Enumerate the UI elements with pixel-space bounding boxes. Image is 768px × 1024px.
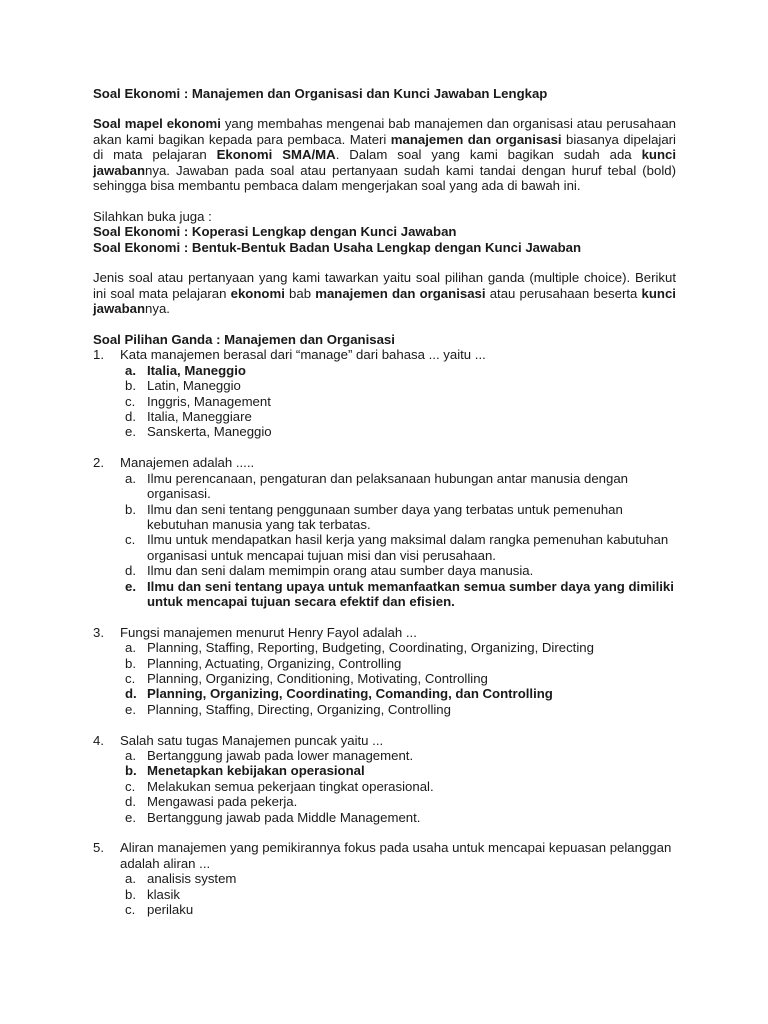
question-text: Fungsi manajemen menurut Henry Fayol adalah ... <box>120 624 417 640</box>
option-letter: a. <box>125 871 136 887</box>
question-number: 2. <box>93 455 104 471</box>
see-also-label: Silahkan buka juga : <box>93 208 212 224</box>
answer-option <box>120 779 676 794</box>
option-letter: b. <box>125 763 137 779</box>
question-number: 3. <box>93 624 104 640</box>
question-text: Kata manajemen berasal dari “manage” dari bahasa ... yaitu ... <box>120 347 486 363</box>
option-text: perilaku <box>147 902 194 918</box>
option-letter: d. <box>125 563 136 579</box>
section-title: Soal Pilihan Ganda : Manajemen dan Organisasi <box>93 332 395 348</box>
answer-option <box>120 471 676 502</box>
document-page <box>93 86 676 917</box>
option-letter: d. <box>125 409 136 425</box>
option-letter: c. <box>125 532 136 548</box>
answer-option <box>120 640 676 655</box>
option-list <box>93 871 676 917</box>
desc-text: atau perusahaan beserta <box>485 285 642 301</box>
option-letter: a. <box>125 470 136 486</box>
option-text: Sanskerta, Maneggio <box>147 424 272 440</box>
intro-text: yang membahas mengenai bab manajemen dan organisasi atau perusahaan akan kami bagikan kepada para pembaca. Materi <box>93 116 676 147</box>
option-letter: b. <box>125 378 136 394</box>
answer-option <box>120 702 676 717</box>
option-letter: e. <box>125 809 136 825</box>
option-list <box>93 748 676 825</box>
answer-option-correct <box>120 686 676 701</box>
intro-text: biasanya dipelajari di mata pelajaran <box>93 131 676 163</box>
option-text: Ilmu dan seni tentang penggunaan sumber daya yang terbatas untuk pemenuhan kebutuhan manusia yang tak terbatas. <box>147 501 623 532</box>
answer-option <box>120 887 676 902</box>
intro-bold: kunci jawaban <box>93 147 677 178</box>
intro-text: nya. Jawaban pada soal atau pertanyaan sudah kami tandai dengan huruf tebal (bold) sehingga bisa membantu pembaca dalam mengerjakan soal yang ada di bawah ini. <box>93 162 676 194</box>
option-text: Ilmu perencanaan, pengaturan dan pelaksanaan hubungan antar manusia dengan organisasi. <box>147 470 628 502</box>
intro-bold: Ekonomi SMA/MA <box>216 147 336 163</box>
option-text: Planning, Organizing, Coordinating, Comanding, dan Controlling <box>147 686 553 702</box>
option-text: Italia, Maneggiare <box>147 409 252 425</box>
answer-option-correct <box>120 579 676 610</box>
intro-bold: manajemen dan organisasi <box>390 131 562 147</box>
option-letter: d. <box>125 686 137 702</box>
question-item <box>93 455 676 470</box>
option-letter: a. <box>125 747 136 763</box>
see-also-link[interactable]: Soal Ekonomi : Bentuk-Bentuk Badan Usaha Lengkap dengan Kunci Jawaban <box>93 239 582 255</box>
answer-option <box>120 794 676 809</box>
question-item <box>93 347 676 362</box>
option-text: Melakukan semua pekerjaan tingkat operasional. <box>147 778 434 794</box>
answer-option <box>120 502 676 533</box>
answer-option <box>120 424 676 439</box>
option-text: Planning, Organizing, Conditioning, Motivating, Controlling <box>147 670 488 686</box>
answer-option <box>120 378 676 393</box>
option-text: Ilmu dan seni dalam memimpin orang atau sumber daya manusia. <box>147 563 534 579</box>
desc-text: nya. <box>145 301 170 317</box>
option-letter: c. <box>125 670 136 686</box>
option-list <box>93 471 676 610</box>
desc-bold: manajemen dan organisasi <box>315 285 486 301</box>
option-letter: b. <box>125 655 136 671</box>
answer-option <box>120 871 676 886</box>
desc-text: bab <box>284 285 316 301</box>
option-letter: c. <box>125 902 136 918</box>
option-text: Planning, Staffing, Reporting, Budgeting, Coordinating, Organizing, Directing <box>147 640 594 656</box>
question-text: Manajemen adalah ..... <box>120 455 255 471</box>
answer-option <box>120 810 676 825</box>
option-text: klasik <box>147 886 180 902</box>
option-text: Planning, Staffing, Directing, Organizing, Controlling <box>147 701 451 717</box>
option-letter: b. <box>125 501 136 517</box>
option-text: analisis system <box>147 871 237 887</box>
question-number: 1. <box>93 347 104 363</box>
option-list <box>93 640 676 717</box>
answer-option-correct <box>120 363 676 378</box>
desc-text: Jenis soal atau pertanyaan yang kami tawarkan yaitu soal pilihan ganda (multiple choice). Berikut ini soal mata pelajaran <box>93 270 676 301</box>
option-letter: d. <box>125 794 136 810</box>
answer-option <box>120 532 676 563</box>
answer-option <box>120 656 676 671</box>
question-item <box>93 733 676 748</box>
question-text: Aliran manajemen yang pemikirannya fokus pada usaha untuk mencapai kepuasan pelanggan adalah aliran ... <box>120 840 672 871</box>
answer-option-correct <box>120 763 676 778</box>
option-text: Italia, Maneggio <box>147 362 246 378</box>
option-text: Ilmu untuk mendapatkan hasil kerja yang maksimal dalam rangka pemenuhan kabutuhan organisasi untuk mencapai tujuan misi dan visi perusahaan. <box>147 532 669 563</box>
question-item <box>93 840 676 871</box>
answer-option <box>120 563 676 578</box>
question-number: 4. <box>93 732 104 748</box>
option-text: Inggris, Management <box>147 393 271 409</box>
option-letter: c. <box>125 778 136 794</box>
intro-paragraph <box>93 116 676 193</box>
option-letter: e. <box>125 701 136 717</box>
option-text: Menetapkan kebijakan operasional <box>147 763 365 779</box>
question-number: 5. <box>93 840 104 856</box>
option-letter: a. <box>125 362 136 378</box>
option-text: Bertanggung jawab pada Middle Management. <box>147 809 421 825</box>
answer-option <box>120 902 676 917</box>
answer-option <box>120 394 676 409</box>
option-letter: b. <box>125 886 136 902</box>
question-list <box>93 347 676 917</box>
question-item <box>93 625 676 640</box>
option-letter: e. <box>125 424 136 440</box>
option-letter: e. <box>125 578 136 594</box>
desc-bold: ekonomi <box>230 285 285 301</box>
intro-text: . Dalam soal yang kami bagikan sudah ada <box>335 147 642 163</box>
document-title: Soal Ekonomi : Manajemen dan Organisasi dan Kunci Jawaban Lengkap <box>93 86 548 101</box>
option-text: Ilmu dan seni tentang upaya untuk memanfaatkan semua sumber daya yang dimiliki untuk mencapai tujuan secara efektif dan efisien. <box>147 578 674 609</box>
intro-bold: Soal mapel ekonomi <box>93 116 221 132</box>
see-also-link[interactable]: Soal Ekonomi : Koperasi Lengkap dengan Kunci Jawaban <box>93 224 457 240</box>
desc-bold: kunci jawaban <box>93 285 676 317</box>
option-letter: a. <box>125 640 136 656</box>
option-list <box>93 363 676 440</box>
description-paragraph <box>93 270 676 316</box>
option-letter: c. <box>125 393 136 409</box>
answer-option <box>120 409 676 424</box>
option-text: Planning, Actuating, Organizing, Controlling <box>147 655 402 671</box>
option-text: Bertanggung jawab pada lower management. <box>147 747 414 763</box>
question-text: Salah satu tugas Manajemen puncak yaitu ... <box>120 732 384 748</box>
option-text: Latin, Maneggio <box>147 378 241 394</box>
answer-option <box>120 671 676 686</box>
answer-option <box>120 748 676 763</box>
option-text: Mengawasi pada pekerja. <box>147 794 298 810</box>
